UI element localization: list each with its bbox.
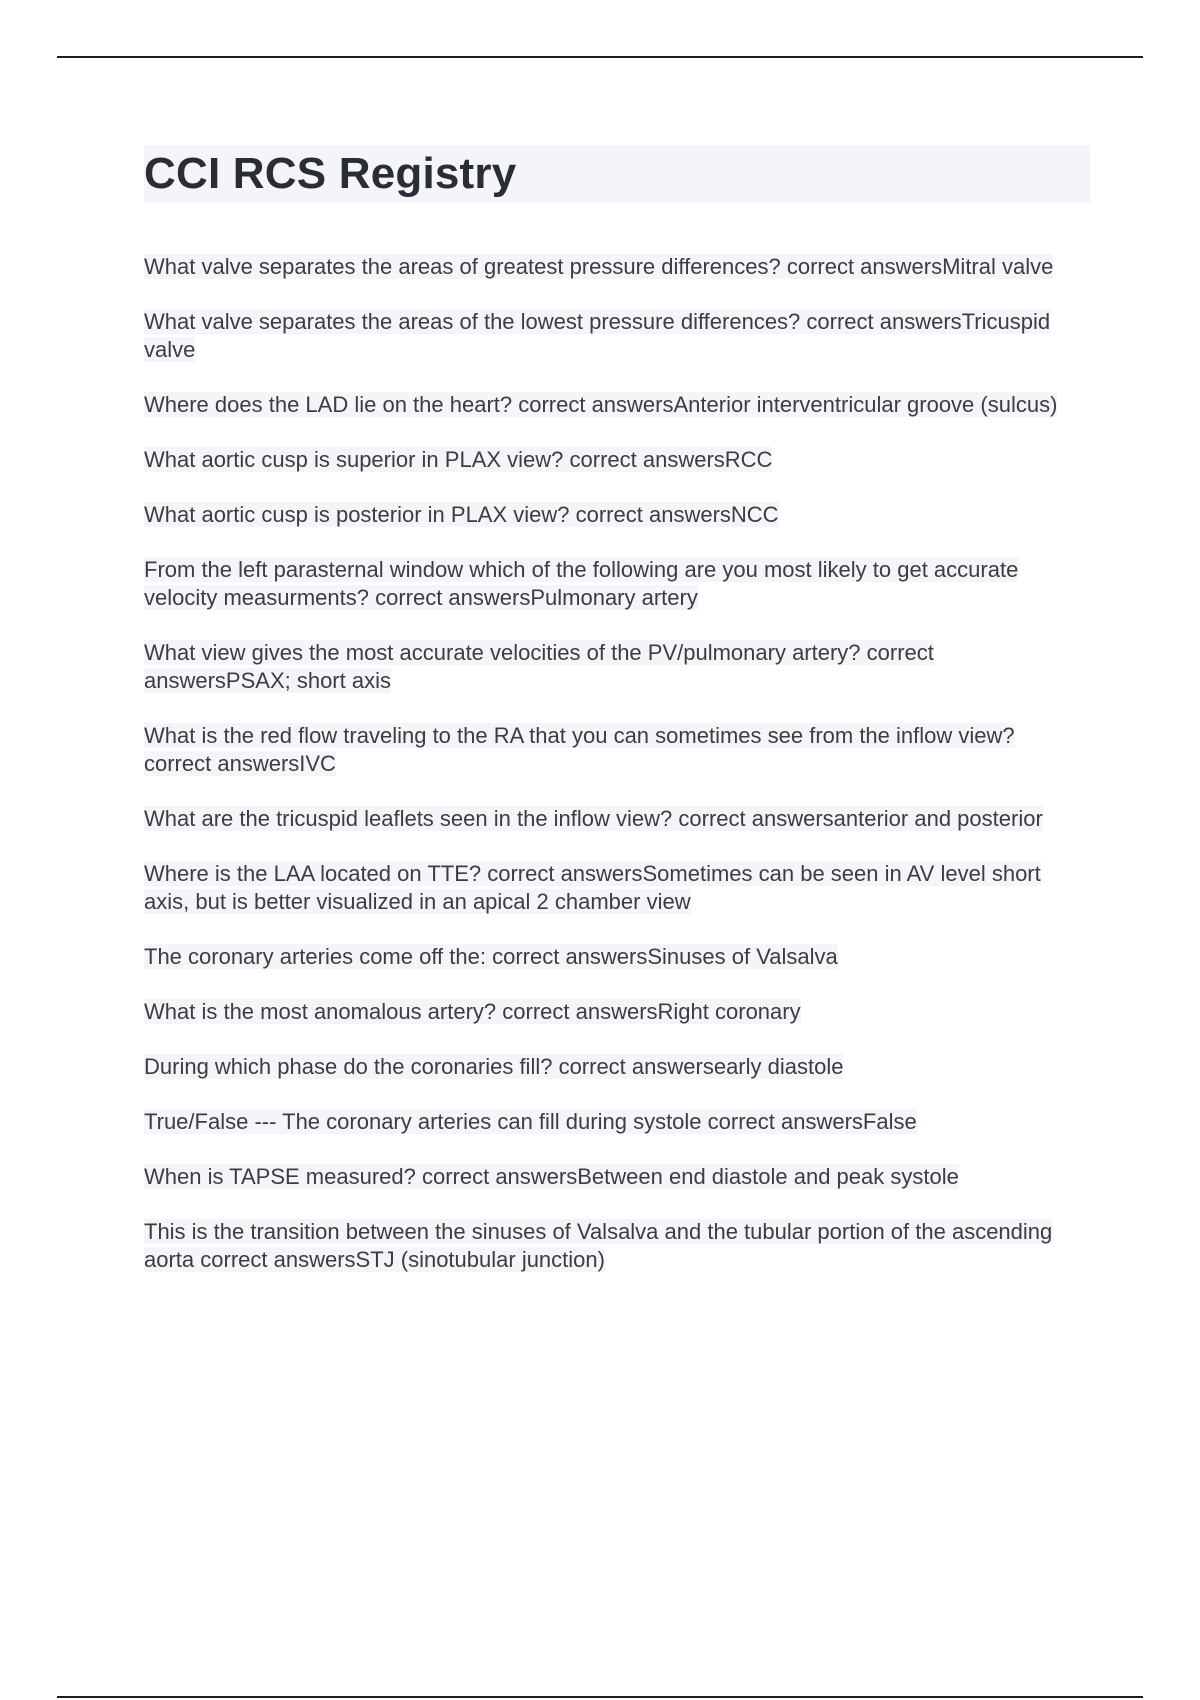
qa-item [144, 860, 1090, 916]
qa-text: True/False --- The coronary arteries can fill during systole correct answersFalse [144, 1109, 917, 1134]
qa-item [144, 253, 1090, 281]
qa-item [144, 1108, 1090, 1136]
qa-text: What aortic cusp is posterior in PLAX view? correct answersNCC [144, 502, 779, 527]
qa-item [144, 998, 1090, 1026]
qa-item [144, 943, 1090, 971]
title-bar [144, 145, 1090, 203]
qa-item [144, 639, 1090, 695]
qa-text: This is the transition between the sinuses of Valsalva and the tubular portion of the ascending aorta correct answersSTJ (sinotubular junction) [144, 1219, 1053, 1272]
qa-text: What valve separates the areas of greatest pressure differences? correct answersMitral valve [144, 254, 1054, 279]
qa-item [144, 446, 1090, 474]
qa-item [144, 722, 1090, 778]
qa-text: When is TAPSE measured? correct answersBetween end diastole and peak systole [144, 1164, 959, 1189]
qa-item [144, 1218, 1090, 1274]
qa-text: The coronary arteries come off the: correct answersSinuses of Valsalva [144, 944, 838, 969]
qa-text: From the left parasternal window which of the following are you most likely to get accurate velocity measurments? correct answersPulmonary artery [144, 557, 1019, 610]
qa-text: What is the most anomalous artery? correct answersRight coronary [144, 999, 801, 1024]
qa-text: What aortic cusp is superior in PLAX view? correct answersRCC [144, 447, 773, 472]
page-title: CCI RCS Registry [144, 149, 517, 198]
qa-text: What valve separates the areas of the lowest pressure differences? correct answersTricuspid valve [144, 309, 1051, 362]
qa-text: What are the tricuspid leaflets seen in the inflow view? correct answersanterior and posterior [144, 806, 1043, 831]
qa-item [144, 556, 1090, 612]
qa-item [144, 805, 1090, 833]
qa-item [144, 1163, 1090, 1191]
qa-item [144, 391, 1090, 419]
qa-item [144, 1053, 1090, 1081]
qa-item [144, 308, 1090, 364]
qa-text: What view gives the most accurate velocities of the PV/pulmonary artery? correct answersPSAX; short axis [144, 640, 934, 693]
qa-text: Where does the LAD lie on the heart? correct answersAnterior interventricular groove (sulcus) [144, 392, 1058, 417]
bottom-divider [57, 1696, 1143, 1698]
qa-list [144, 253, 1090, 1274]
qa-text: During which phase do the coronaries fill? correct answersearly diastole [144, 1054, 844, 1079]
qa-item [144, 501, 1090, 529]
qa-text: Where is the LAA located on TTE? correct answersSometimes can be seen in AV level short axis, but is better visualized in an apical 2 chamber view [144, 861, 1041, 914]
qa-text: What is the red flow traveling to the RA that you can sometimes see from the inflow view? correct answersIVC [144, 723, 1015, 776]
top-divider [57, 56, 1143, 58]
document-body [144, 145, 1090, 1301]
